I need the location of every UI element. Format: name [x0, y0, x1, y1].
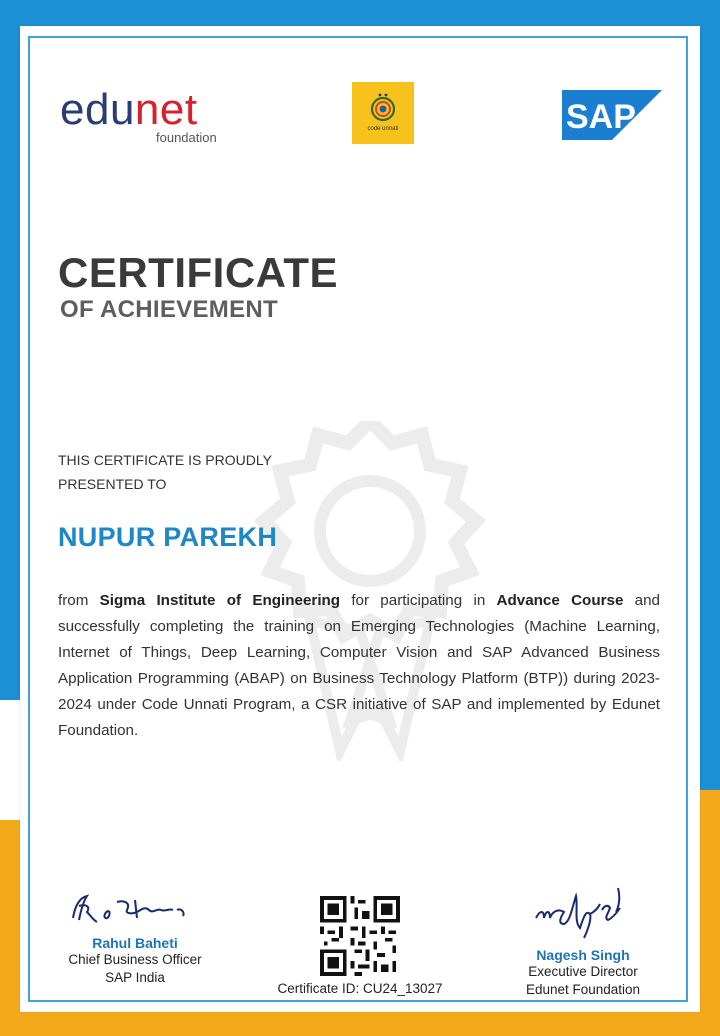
recipient-name: NUPUR PAREKH — [58, 522, 278, 552]
qr-code[interactable] — [320, 896, 400, 976]
edunet-sub: foundation — [156, 130, 217, 145]
signature-right — [528, 878, 638, 940]
signatory-left — [50, 888, 220, 987]
course-name: Advance Course — [496, 592, 624, 609]
certificate-sheet — [20, 26, 700, 1012]
signatory-right-org: Edunet Foundation — [525, 982, 641, 997]
certificate-subtitle: OF ACHIEVEMENT — [60, 296, 278, 323]
presented-to-text: THIS CERTIFICATE IS PROUDLY PRESENTED TO — [58, 452, 272, 492]
code-unnati-label: code unnati — [367, 126, 399, 132]
svg-text:SAP: SAP — [566, 98, 636, 136]
edunet-logo — [60, 85, 217, 145]
code-unnati-logo — [352, 82, 414, 144]
certificate-body: from Sigma Institute of Engineering for participating in Advance Course and successfully completing the training on Emerging Technologies (Machine Learning, Internet of Things, Deep Learning, Computer Vision and SAP Advanced Business Application Programming (ABAP) on Business Technology Platform (BTP)) during 2023-2024 under Code Unnati Program, a CSR initiative of SAP and implemented by Edunet Foundation. — [58, 592, 660, 739]
certificate-id: Certificate ID: CU24_13027 — [277, 981, 443, 996]
signature-left — [65, 888, 205, 928]
signatory-left-role: Chief Business Officer — [68, 952, 202, 967]
code-unnati-icon — [366, 92, 400, 126]
signatory-left-name: Rahul Baheti — [92, 935, 178, 951]
signatory-right-name: Nagesh Singh — [536, 947, 630, 963]
signatory-left-org: SAP India — [105, 970, 165, 985]
sap-logo — [562, 90, 662, 145]
certificate-title: CERTIFICATE — [58, 249, 339, 296]
institute-name: Sigma Institute of Engineering — [99, 592, 341, 609]
signatory-right-role: Executive Director — [528, 964, 638, 979]
signatory-right — [498, 878, 668, 999]
edunet-wordmark: edunet — [60, 85, 198, 134]
